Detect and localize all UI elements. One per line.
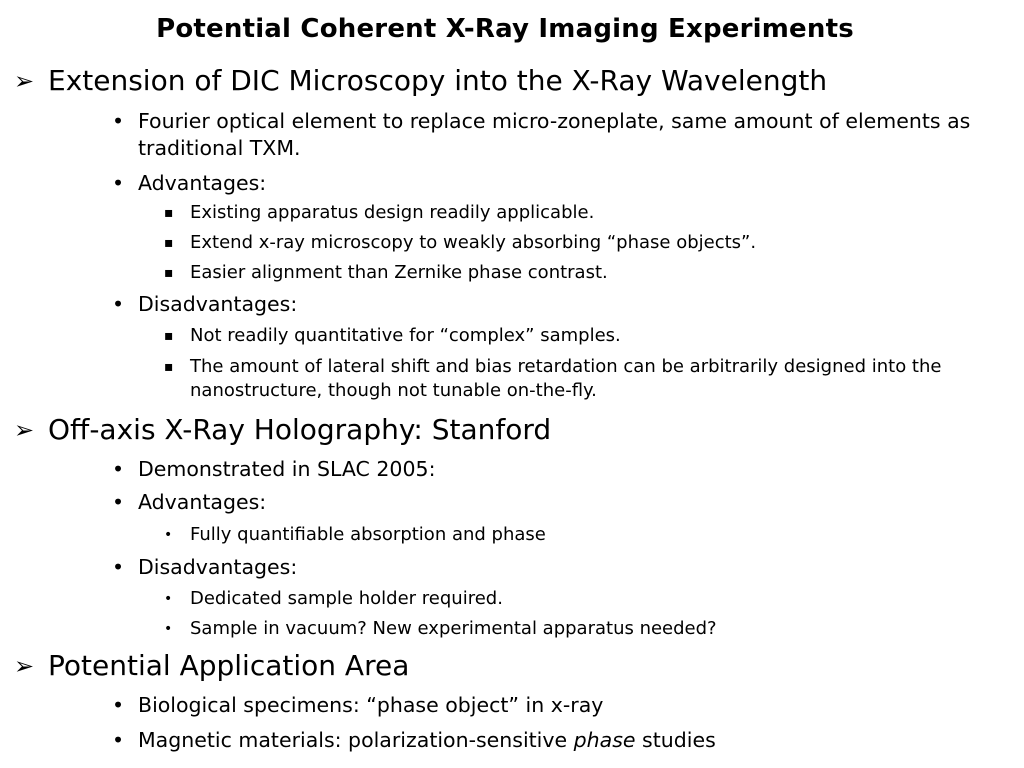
dot-bullet-icon: • <box>112 457 125 481</box>
dot-bullet-icon: • <box>112 728 125 752</box>
bullet-text: Demonstrated in SLAC 2005: <box>138 457 436 481</box>
bullet-text: Biological specimens: “phase object” in x-ray <box>138 693 604 717</box>
bullet-text-suffix: studies <box>635 728 716 752</box>
square-bullet-icon: ▪ <box>164 235 174 251</box>
sub-bullet-item <box>164 261 1010 285</box>
bullet-item <box>112 692 603 719</box>
sub-bullet-text: The amount of lateral shift and bias retardation can be arbitrarily designed into the nanostructure, though not tunable on-the-fly. <box>190 356 942 401</box>
bullet-item <box>112 456 435 483</box>
dot-bullet-icon: • <box>112 693 125 717</box>
sub-bullet-text: Fully quantifiable absorption and phase <box>190 524 546 545</box>
dot-bullet-icon: • <box>164 621 173 637</box>
bullet-text: Disadvantages: <box>138 555 298 579</box>
sub-bullet-item <box>164 201 1010 225</box>
square-bullet-icon: ▪ <box>164 265 174 281</box>
section-heading-holography <box>14 413 551 447</box>
bullet-item <box>112 727 716 754</box>
dot-bullet-icon: • <box>112 490 125 514</box>
dot-bullet-icon: • <box>112 171 125 195</box>
bullet-item <box>112 108 988 162</box>
sub-bullet-text: Existing apparatus design readily applicable. <box>190 202 595 223</box>
sub-bullet-item <box>164 231 1010 255</box>
dot-bullet-icon: • <box>112 292 125 316</box>
bullet-item <box>112 554 297 581</box>
square-bullet-icon: ▪ <box>164 328 174 344</box>
arrow-bullet-icon: ➢ <box>14 416 35 444</box>
dot-bullet-icon: • <box>112 555 125 579</box>
sub-bullet-text: Easier alignment than Zernike phase contrast. <box>190 262 608 283</box>
bullet-text: Magnetic materials: polarization-sensitive <box>138 728 574 752</box>
bullet-text: Disadvantages: <box>138 292 298 316</box>
arrow-bullet-icon: ➢ <box>14 652 35 680</box>
bullet-item <box>112 489 266 516</box>
bullet-emphasis: phase <box>573 728 636 752</box>
bullet-text: Advantages: <box>138 490 267 514</box>
dot-bullet-icon: • <box>164 591 173 607</box>
section-heading-dic <box>14 64 827 98</box>
bullet-item <box>112 170 266 197</box>
square-bullet-icon: ▪ <box>164 205 174 221</box>
sub-bullet-item <box>164 324 1010 348</box>
sub-bullet-item <box>164 523 1010 547</box>
sub-bullet-text: Not readily quantitative for “complex” samples. <box>190 325 621 346</box>
bullet-text: Advantages: <box>138 171 267 195</box>
sub-bullet-item <box>164 355 1010 403</box>
bullet-item <box>112 291 297 318</box>
section-heading-text: Potential Application Area <box>48 649 410 682</box>
sub-bullet-item <box>164 587 1010 611</box>
bullet-text: Fourier optical element to replace micro-zoneplate, same amount of elements as traditional TXM. <box>138 109 971 160</box>
sub-bullet-item <box>164 617 1010 641</box>
section-heading-application <box>14 649 409 683</box>
dot-bullet-icon: • <box>112 109 125 133</box>
sub-bullet-text: Sample in vacuum? New experimental apparatus needed? <box>190 618 717 639</box>
section-heading-text: Extension of DIC Microscopy into the X-Ray Wavelength <box>48 64 828 97</box>
arrow-bullet-icon: ➢ <box>14 67 35 95</box>
section-heading-text: Off-axis X-Ray Holography: Stanford <box>48 413 552 446</box>
sub-bullet-text: Dedicated sample holder required. <box>190 588 503 609</box>
square-bullet-icon: ▪ <box>164 359 174 375</box>
dot-bullet-icon: • <box>164 527 173 543</box>
sub-bullet-text: Extend x-ray microscopy to weakly absorbing “phase objects”. <box>190 232 757 253</box>
slide-title: Potential Coherent X-Ray Imaging Experiments <box>156 14 854 44</box>
